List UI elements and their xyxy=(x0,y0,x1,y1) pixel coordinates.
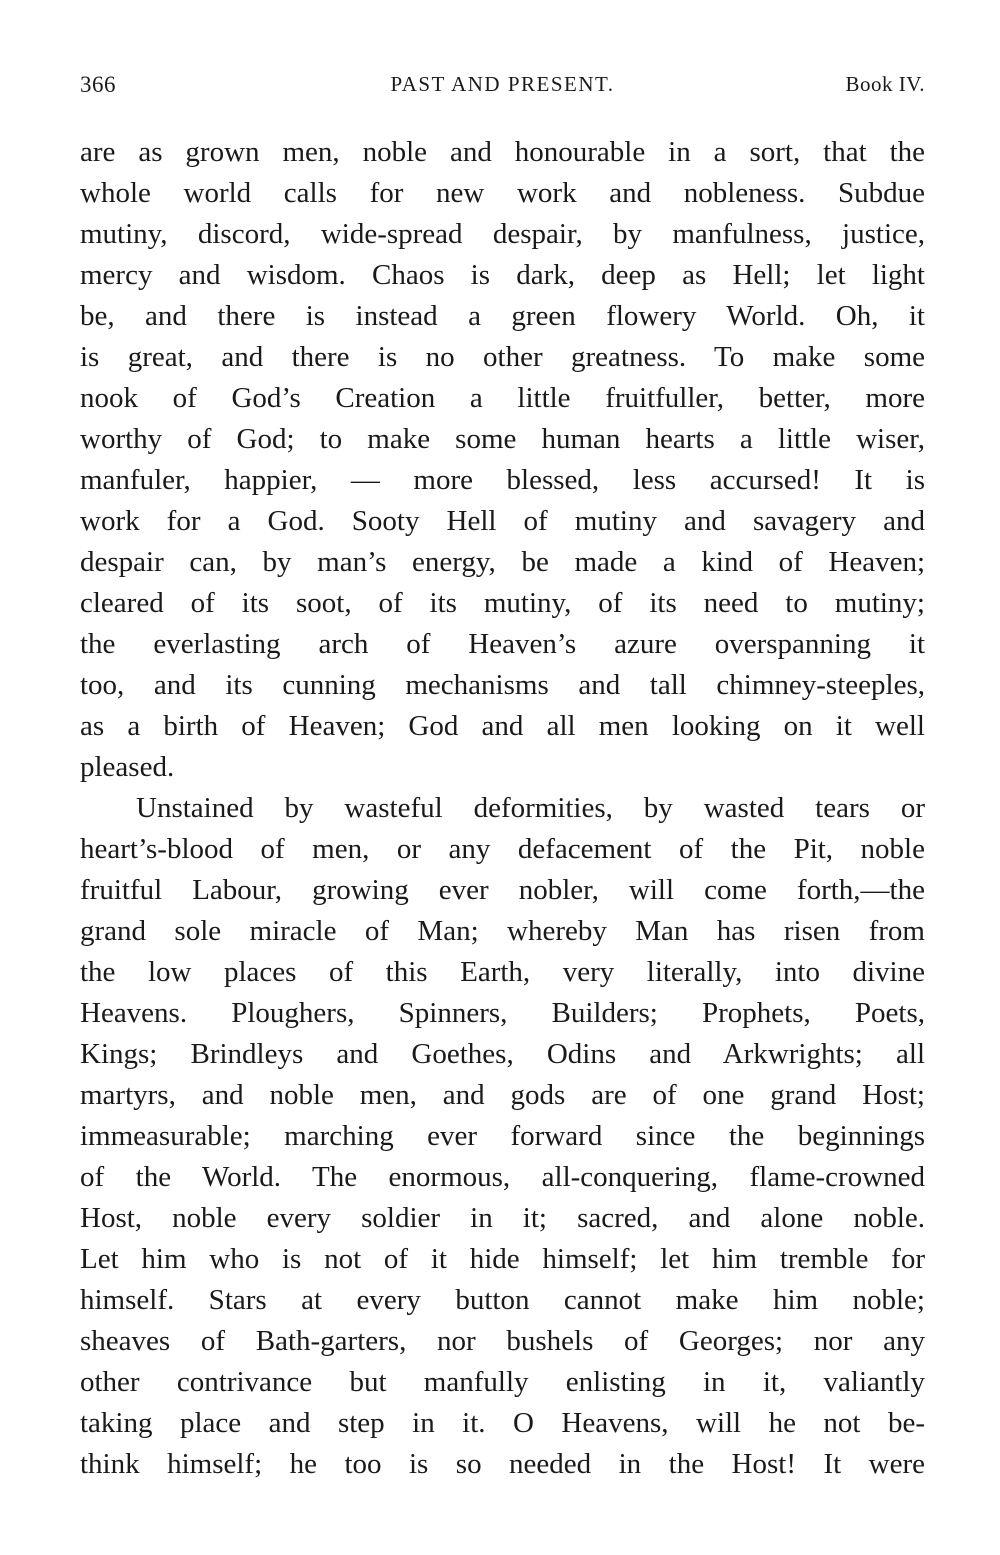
body-text xyxy=(80,132,925,1485)
text-line: of the World. The enormous, all-conquering, flame-crowned xyxy=(80,1161,925,1193)
paragraph-1 xyxy=(80,132,925,788)
text-line: sheaves of Bath-garters, nor bushels of Georges; nor any xyxy=(80,1325,925,1357)
text-line: Heavens. Ploughers, Spinners, Builders; Prophets, Poets, xyxy=(80,997,925,1029)
text-line: despair can, by man’s energy, be made a kind of Heaven; xyxy=(80,546,925,578)
text-line: whole world calls for new work and nobleness. Subdue xyxy=(80,177,925,209)
text-line: the everlasting arch of Heaven’s azure overspanning it xyxy=(80,628,925,660)
text-line: cleared of its soot, of its mutiny, of its need to mutiny; xyxy=(80,587,925,619)
text-line: too, and its cunning mechanisms and tall chimney-steeples, xyxy=(80,669,925,701)
text-line: manfuler, happier, — more blessed, less accursed! It is xyxy=(80,464,925,496)
text-line: martyrs, and noble men, and gods are of one grand Host; xyxy=(80,1079,925,1111)
text-line: Let him who is not of it hide himself; let him tremble for xyxy=(80,1243,925,1275)
text-line: Unstained by wasteful deformities, by wasted tears or xyxy=(136,792,925,824)
text-line: other contrivance but manfully enlisting in it, valiantly xyxy=(80,1366,925,1398)
text-line: immeasurable; marching ever forward since the beginnings xyxy=(80,1120,925,1152)
text-line: mercy and wisdom. Chaos is dark, deep as Hell; let light xyxy=(80,259,925,291)
text-line: Host, noble every soldier in it; sacred, and alone noble. xyxy=(80,1202,925,1234)
text-line: himself. Stars at every button cannot make him noble; xyxy=(80,1284,925,1316)
text-line: fruitful Labour, growing ever nobler, will come forth,—the xyxy=(80,874,925,906)
running-head xyxy=(80,72,925,102)
text-line: as a birth of Heaven; God and all men looking on it well xyxy=(80,710,925,742)
paragraph-2 xyxy=(80,788,925,1485)
text-line: taking place and step in it. O Heavens, will he not be- xyxy=(80,1407,925,1439)
text-line: pleased. xyxy=(80,751,175,783)
text-line: worthy of God; to make some human hearts a little wiser, xyxy=(80,423,925,455)
text-line: mutiny, discord, wide-spread despair, by manfulness, justice, xyxy=(80,218,925,250)
text-line: nook of God’s Creation a little fruitfuller, better, more xyxy=(80,382,925,414)
text-line: Kings; Brindleys and Goethes, Odins and Arkwrights; all xyxy=(80,1038,925,1070)
page-number: 366 xyxy=(80,72,116,97)
text-line: work for a God. Sooty Hell of mutiny and savagery and xyxy=(80,505,925,537)
book-label: Book IV. xyxy=(845,72,925,96)
text-line: are as grown men, noble and honourable in a sort, that the xyxy=(80,136,925,168)
text-line: heart’s-blood of men, or any defacement of the Pit, noble xyxy=(80,833,925,865)
text-line: is great, and there is no other greatness. To make some xyxy=(80,341,925,373)
text-line: be, and there is instead a green flowery World. Oh, it xyxy=(80,300,925,332)
text-line: think himself; he too is so needed in the Host! It were xyxy=(80,1448,925,1480)
text-line: the low places of this Earth, very literally, into divine xyxy=(80,956,925,988)
text-line: grand sole miracle of Man; whereby Man has risen from xyxy=(80,915,925,947)
running-title: PAST AND PRESENT. xyxy=(390,72,615,96)
